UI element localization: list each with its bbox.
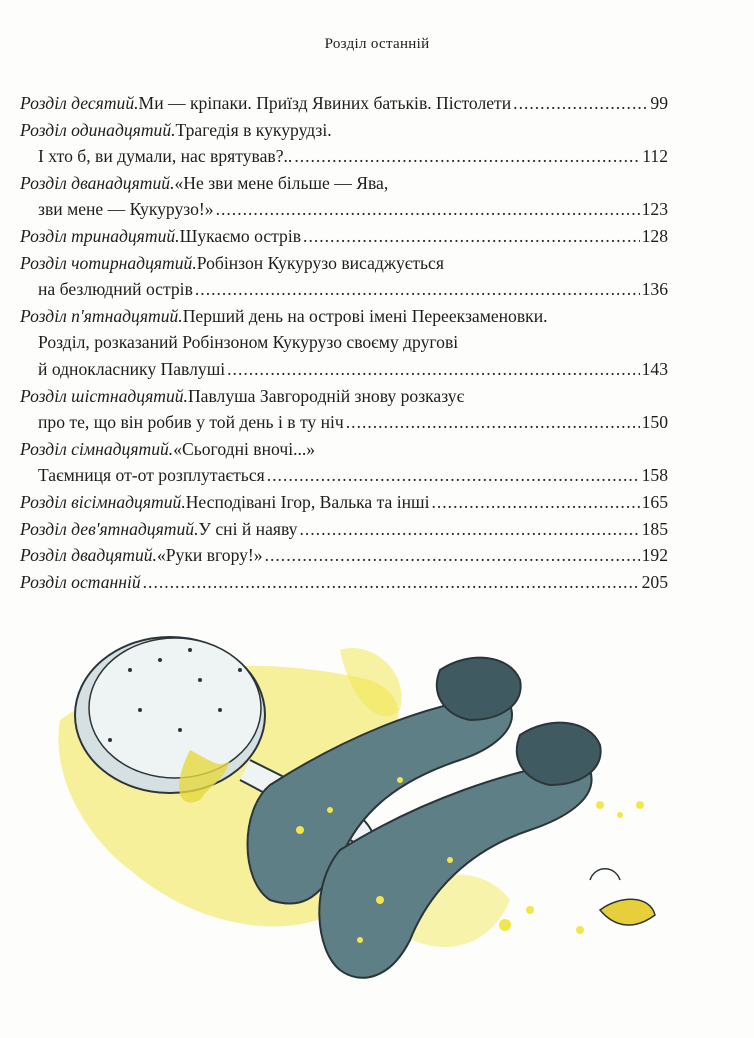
leader-dots: [216, 196, 640, 223]
page-number: 158: [641, 465, 668, 486]
chapter-label: Розділ п'ятнадцятий.: [20, 305, 183, 326]
leader-dots: [267, 462, 640, 489]
toc-line: [20, 436, 668, 463]
page-number: 185: [641, 518, 668, 539]
toc-line: [20, 329, 668, 356]
page-number: 136: [641, 279, 668, 300]
toc-line: [20, 569, 668, 596]
leader-dots: [265, 542, 640, 569]
toc-line: [20, 170, 668, 197]
chapter-label: Розділ двадцятий.: [20, 545, 157, 566]
leaf-decoration: [600, 899, 655, 925]
chapter-title: Робінзон Кукурузо висаджується: [196, 252, 444, 273]
leader-dots: [431, 489, 639, 516]
toc-line: [20, 303, 668, 330]
chapter-title: Ми — кріпаки. Приїзд Явиних батьків. Пістолети: [138, 93, 512, 113]
toc-line: [20, 542, 668, 569]
page-number: 99: [650, 93, 668, 113]
leader-dots: [303, 223, 640, 250]
leader-dots: [513, 90, 648, 117]
chapter-title: на безлюдний острів: [38, 279, 193, 300]
page-number: 143: [641, 358, 668, 379]
page-number: 150: [641, 412, 668, 433]
toc-line: [20, 117, 668, 144]
chapter-title: й однокласнику Павлуші: [38, 358, 226, 379]
leader-dots: [195, 276, 640, 303]
toc-line: [20, 489, 668, 516]
page-number: 128: [641, 225, 668, 246]
chapter-label: Розділ одинадцятий.: [20, 119, 176, 140]
chapter-label: Розділ останній: [20, 571, 141, 592]
chapter-title: Перший день на острові імені Переекзаменовки.: [182, 305, 548, 326]
chapter-title: зви мене — Кукурузо!»: [38, 199, 214, 220]
toc-line: [20, 462, 668, 489]
chapter-title: Таємниця от-от розплутається: [38, 465, 265, 486]
chapter-label: Розділ сімнадцятий.: [20, 438, 174, 459]
chapter-label: Розділ десятий.: [20, 93, 139, 113]
toc-line: [20, 383, 668, 410]
pan-and-swim-fins-illustration: [40, 610, 730, 1010]
toc-line: [20, 143, 668, 170]
chapter-label: Розділ тринадцятий.: [20, 225, 180, 246]
running-head: Розділ останній: [324, 36, 430, 52]
toc-line: [20, 356, 668, 383]
leaf-decoration: [590, 869, 620, 880]
chapter-title: «Руки вгору!»: [156, 545, 263, 566]
chapter-label: Розділ дванадцятий.: [20, 172, 175, 193]
toc-line: [20, 276, 668, 303]
chapter-title: Несподівані Ігор, Валька та інші: [185, 491, 430, 512]
page-number: 205: [641, 571, 668, 592]
leader-dots: [227, 356, 639, 383]
toc-line: [20, 223, 668, 250]
table-of-contents: [20, 90, 668, 595]
chapter-label: Розділ чотирнадцятий.: [20, 252, 197, 273]
chapter-label: Розділ дев'ятнадцятий.: [20, 518, 199, 539]
chapter-title: Шукаємо острів: [179, 225, 302, 246]
toc-line: [20, 409, 668, 436]
chapter-title: Розділ, розказаний Робінзоном Кукурузо своєму другові: [38, 332, 459, 353]
chapter-label: Розділ вісімнадцятий.: [20, 491, 186, 512]
leader-dots: [294, 143, 640, 170]
chapter-title: «Не зви мене більше — Ява,: [174, 172, 389, 193]
chapter-title: «Сьогодні вночі...»: [173, 438, 316, 459]
chapter-title: У сні й наяву: [198, 518, 298, 539]
page-number: 165: [641, 491, 668, 512]
leader-dots: [299, 516, 639, 543]
toc-line: [20, 90, 668, 117]
toc-line: [20, 250, 668, 277]
toc-line: [20, 516, 668, 543]
chapter-label: Розділ шістнадцятий.: [20, 385, 188, 406]
page-number: 123: [641, 199, 668, 220]
chapter-title: Павлуша Завгородній знову розказує: [187, 385, 465, 406]
toc-line: [20, 196, 668, 223]
page-number: 112: [642, 146, 668, 167]
leader-dots: [143, 569, 640, 596]
chapter-title: І хто б, ви думали, нас врятував?..: [38, 146, 293, 167]
page-number: 192: [641, 545, 668, 566]
chapter-title: про те, що він робив у той день і в ту ніч: [38, 412, 344, 433]
chapter-title: Трагедія в кукурудзі.: [175, 119, 332, 140]
leader-dots: [346, 409, 640, 436]
